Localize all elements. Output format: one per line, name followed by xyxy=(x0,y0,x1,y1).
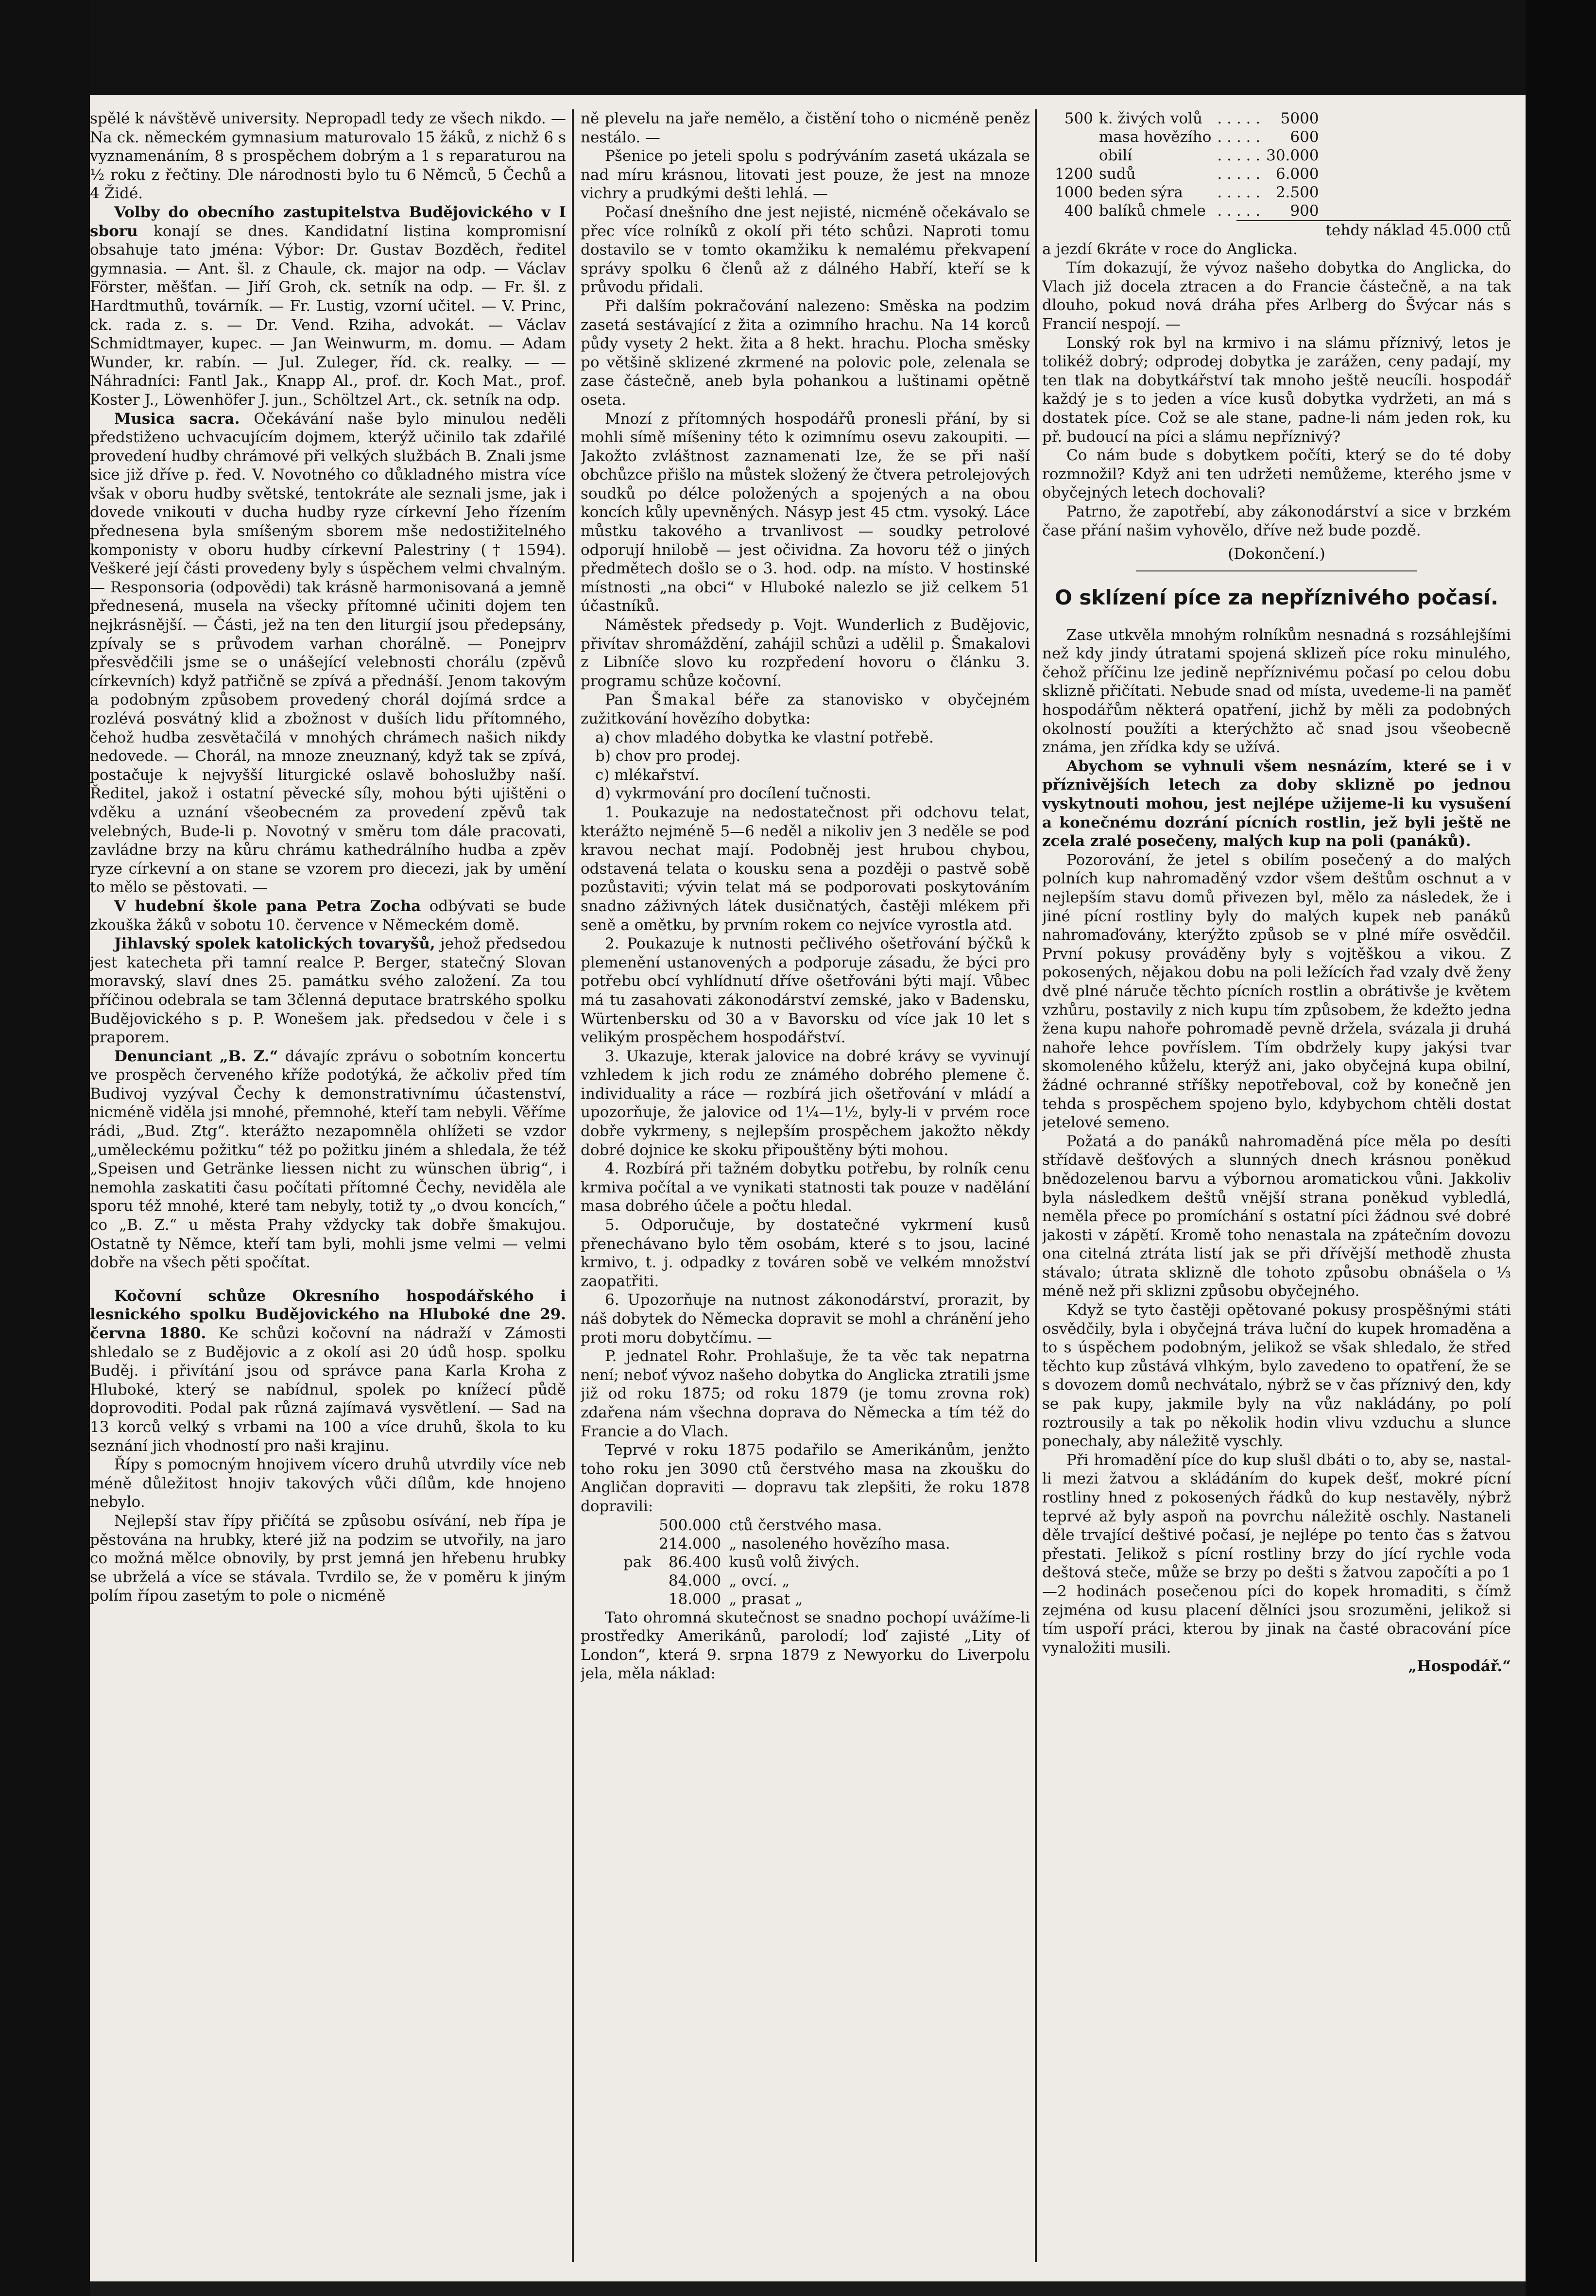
paragraph: Teprvé v roku 1875 podařilo se Amerikánům, jenžto toho roku jen 3090 ctů čerstvého masa na zkoušku do Angličan dopraviti — dopravu tak zlepšiti, že roku 1878 dopravili: xyxy=(581,1441,1030,1515)
paragraph: 5. Odporučuje, by dostatečné vykrmení kusů přenechávano bylo těm osobám, které s to jsou, laciné krmivo, t. j. odpadky z továren sobě ve velkém množství zaopatřiti. xyxy=(581,1216,1030,1290)
table-row xyxy=(1052,202,1322,220)
table-cell: „ prasat „ xyxy=(729,1590,803,1608)
table-cell: 5000 xyxy=(1280,110,1319,127)
paragraph: 6. Upozorňuje na nutnost zákonodárství, prorazit, by náš dobytek do Německa dopravit se mohl a chránění jeho proti moru dobytčímu. — xyxy=(581,1291,1030,1347)
table-cell: beden sýra xyxy=(1098,184,1183,201)
table-row xyxy=(619,1553,954,1571)
paragraph: spělé k návštěvě university. Nepropadl tedy ze všech nikdo. — Na ck. německém gymnasium maturovalo 15 žáků, z nichž 6 s vyznamenáním, 8 s prospěchem dobrým a 1 s reparaturou na ½ roku z řečtiny. Dle národnosti bylo tu 6 Němců, 5 Čechů a 4 Židé. xyxy=(90,110,566,203)
paragraph: Co nám bude s dobytkem počíti, který se do té doby rozmnožil? Když ani ten udržeti nemůžeme, kterého jsme v obyčejných letech dochovali? xyxy=(1042,447,1511,502)
table-cell: kusů volů živých. xyxy=(729,1553,860,1571)
paragraph: Pšenice po jeteli spolu s podrýváním zasetá ukázala se nad míru krásnou, litovati jest pouze, že jest na mnoze vichry a prudkými dešti lehlá. — xyxy=(581,147,1030,203)
paragraph: Řípy s pomocným hnojivem vícero druhů utvrdily více neb méně důležitost hnojiv takových vůči dílům, kde hnojeno nebylo. xyxy=(90,1456,566,1511)
paragraph: Mnozí z přítomných hospodářů pronesli přání, by si mohli símě míšeniny této k ozimnímu osevu zakoupiti. — Jakožto zvláštnost zaznamenati lze, že se při naší obchůzce přišlo na můstek složený že čtvera petrolejových soudků po délce položených a spojených a na obou koncích kůly upevněných. Násyp jest 45 ctm. vysoký. Láce můstku takového a trvanlivost — soudky petrolové odporují hnilobě — jest očividna. Za hovoru též o jiných předmětech došlo se o 3. hod. odp. na místo. V hostinské místnosti „na obci“ v Hluboké nalezlo se již celkem 51 účastníků. xyxy=(581,410,1030,615)
scan-left-margin xyxy=(0,0,90,2296)
paragraph xyxy=(90,203,566,410)
table-cell: 500 xyxy=(1064,110,1093,127)
paragraph-text: Ke schůzi kočovní na nádraží v Zámosti shledalo se z Budějovic a z okolí asi 20 údů hosp. spolku Buděj. i přivítání jsou od správce pana Karla Kroha z Hluboké, který se nabídnul, spolek po knížecí půdě doprovoditi. Podal pak různá zajímavá vysvětlení. — Sad na 13 korců velký s vrbami na 100 a více druhů, škola to ku seznání jich vhodností pro naši krajinu. xyxy=(90,1325,566,1455)
paragraph: Počasí dnešního dne jest nejisté, nicméně očekávalo se přec více rolníků z okolí při této schůzi. Naproti tomu dostavilo se v tomto okamžiku k nemalému překvapení správy spolku 6 členů až z dálného Habří, kteří se k průvodu přidali. xyxy=(581,203,1030,296)
to-be-continued: (Dokončení.) xyxy=(1228,545,1325,563)
list-item: b) chov pro prodej. xyxy=(595,747,741,765)
table-cell xyxy=(619,1535,655,1553)
table-cell: 1200 xyxy=(1055,165,1093,183)
table-cell: obilí xyxy=(1098,147,1133,164)
table-cell: 400 xyxy=(1064,202,1093,220)
paragraph: 4. Rozbírá při tažném dobytku potřebu, by rolník cenu krmiva počítal a ve vynikati statnosti tak pouze v nadělání masa dobrého účele a počtu hledal. xyxy=(581,1160,1030,1215)
paragraph: Tato ohromná skutečnost se snadno pochopí uvážíme-li prostředky Amerikánů, parolodí; loď zajisté „Lity of London“, která 9. srpna 1879 z Newyorku do Liverpolu jela, měla náklad: xyxy=(581,1608,1030,1683)
table-cell: 86.400 xyxy=(668,1553,721,1571)
table-cell: 30.000 xyxy=(1266,147,1319,164)
table-row xyxy=(1052,146,1322,165)
scan-bottom-margin xyxy=(90,2281,1526,2296)
table-cell: 2.500 xyxy=(1275,184,1319,201)
table-cell xyxy=(619,1590,655,1608)
paragraph: Při dalším pokračování nalezeno: Směska na podzim zasetá sestávající z žita a ozimního hrachu. Na 14 korců půdy vysety 2 hekt. žita a 8 hekt. hrachu. Plocha směsky po většině sklizené zkrmené na polovic pole, zelenala se zase částečně, aneb byla pohankou a luštinami opětně oseta. xyxy=(581,297,1030,409)
table-cell: 900 xyxy=(1290,202,1319,220)
table-cell: masa hovězího xyxy=(1098,128,1212,146)
export-table xyxy=(619,1516,954,1608)
text: Pan xyxy=(605,691,633,709)
table-cell: ctů čerstvého masa. xyxy=(729,1516,882,1534)
paragraph-text: odbývati se bude zkouška žáků v sobotu 10. července v Německém domě. xyxy=(90,897,566,934)
table-cell: „ nasoleného hovězího masa. xyxy=(729,1535,950,1553)
table-cell: 500.000 xyxy=(659,1516,721,1534)
column-2 xyxy=(581,109,1030,2267)
source-signature: „Hospodář.“ xyxy=(1408,1657,1511,1675)
paragraph xyxy=(90,897,566,934)
table-cell: 18.000 xyxy=(668,1590,721,1608)
paragraph-text: konají se dnes. Kandidatní listina kompromisní obsahuje tato jména: Výbor: Dr. Gustav Bozděch, ředitel gymnasia. — Ant. šl. z Chaule, ck. major na odp. — Václav Förster, měšťan. — Jiří Groh, ck. setník na odp. — Fr. šl. z Hardtmuthů, továrník. — Fr. Lustig, vzorní učitel. — V. Princ, ck. rada z. s. — Dr. Vend. Rziha, advokát. — Václav Schmidtmayer, kupec. — Jan Weinwurm, m. domu. — Adam Wunder, kr. rabín. — Jul. Zuleger, říd. ck. realky. — — Náhradníci: Fantl Jak., Knapp Al., prof. dr. Koch Mat., prof. Koster J., Löwenhöfer J. jun., Schöltzel Art., ck. setník na odp. xyxy=(90,222,566,409)
table-cell: 84.000 xyxy=(668,1571,721,1589)
leader-dots: . . . . . xyxy=(1217,110,1261,127)
table-cell: sudů xyxy=(1098,165,1136,183)
leader-dots: . . . . . xyxy=(1217,202,1261,220)
paragraph: Nejlepší stav řípy přičítá se způsobu osívání, neb řípa je pěstována na hrubky, které již na podzim se utvořily, na jaro co možná mělce obnovily, by prst jemná jen hřebenu hrubky se ubrželá a více se stávala. Tvrdilo se, že v poměru k jiným polím řípou zasetým to pole o nicméně xyxy=(90,1512,566,1605)
table-cell xyxy=(619,1571,655,1590)
paragraph: 1. Poukazuje na nedostatečnost při odchovu telat, kterážto nejméně 5—6 neděl a nikoliv jen 3 neděle se pod kravou nechat mají. Podobněj jest hrubou chybou, odstavená telata o kousku sena a později o pastvě sobě pozůstaviti; vývin telat má se podporovati poskytováním snadno záživných látek dusičnatých, častěji mlékem při seně a omětku, by prvním rokem co nejvíce vyrostla atd. xyxy=(581,803,1030,934)
paragraph: Patrno, že zapotřebí, aby zákonodárství a sice v brzkém čase přání našim vyhovělo, dříve než bude pozdě. xyxy=(1042,502,1511,539)
cargo-total: tehdy náklad 45.000 ctů xyxy=(1236,220,1511,240)
section-heading: Kočovní schůze Okresního hospodářského i lesnického spolku Budějovického na Hluboké dne 29. června 1880. xyxy=(90,1287,566,1342)
table-row xyxy=(619,1516,954,1535)
leader-dots: . . . . . xyxy=(1217,128,1261,146)
column-3 xyxy=(1042,109,1511,2267)
table-cell: 600 xyxy=(1290,128,1319,146)
table-cell: 1000 xyxy=(1055,184,1093,201)
paragraph-text: dávajíc zprávu o sobotním koncertu ve prospěch červeného kříže podotýká, že ačkoliv před tím Budivoj vyzýval Čechy k demonstrativnímu účastenství, nicméně viděla jsi mnohé, přemnohé, kteří tam nebyli. Věříme rádi, „Bud. Ztg“. kterážto nezapomněla ohlížeti se vzdor „uměleckému požitku“ též po požitku jiném a shledala, že též „Speisen und Getränke liessen nicht zu wünschen übrig“, i nemohla zaskatiti času počítati přítomné Čechy, neviděla ale sporu též mnohé, které tam nebyly, totiž ty „o dvou koncích,“ co „B. Z.“ u města Prahy vždycky tak dobře šmakujou. Ostatně ty Němce, kteří tam byli, mohli jsme velmi — velmi dobře na všech pěti spočítat. xyxy=(90,1047,566,1272)
paragraph: 2. Poukazuje k nutnosti pečlivého ošetřování býčků k plemenění ustanovených a podporuje zásadu, že býci pro potřebu obcí vyhlídnutí dříve ošetřováni býti mají. Vůbec má tu zasahovati zákonodárství zemské, jako v Badensku, Würtenbersku od 30 a v Bavorsku od více jak 10 let s velikým prospěchem hospodářství. xyxy=(581,935,1030,1047)
table-cell xyxy=(619,1516,655,1535)
newspaper-page xyxy=(90,95,1526,2281)
paragraph xyxy=(90,1287,566,1455)
table-cell: balíků chmele xyxy=(1098,202,1206,220)
paragraph: Náměstek předsedy p. Vojt. Wunderlich z Budějovic, přivítav shromáždění, zahájil schůzi a udělil p. Šmakalovi z Libníče slovo ku rozpředení hovoru o článku 3. programu schůze kočovní. xyxy=(581,616,1030,690)
paragraph xyxy=(90,1047,566,1272)
paragraph xyxy=(90,934,566,1047)
table-row xyxy=(619,1535,954,1553)
paragraph: Když se tyto častěji opětované pokusy prospěšnými státi osvědčily, byla i obyčejná tráva luční do kupek hromaděna a to s úspěchem podobným, jelikož se však shledalo, že střed těchto kup zůstává vlhkým, bylo zavedeno to opatření, že se s dovozem domů nechvátalo, nýbrž se v čas příznivý den, kdy se pak kupy, jakmile byly na vůz nakládány, po polí roztrousily a tak po několik hodin vlivu vzduchu a slunce ponechaly, aby náležitě vyschly. xyxy=(1042,1301,1511,1450)
table-cell: pak xyxy=(623,1553,652,1571)
list-item: a) chov mladého dobytka ke vlastní potřebě. xyxy=(595,728,934,746)
paragraph: Lonský rok byl na krmivo i na slámu příznivý, letos je tolikéž dobrý; odprodej dobytka je zarážen, ceny padají, my ten tlak na dobytkářství tak mnoho ještě neucíli. hospodář každý je s to jeden a více kusů dobytka vydržeti, an má s dostatek píce. Což se ale stane, padne-li nám jeden rok, ku př. budoucí na píci a slámu nepříznivý? xyxy=(1042,334,1511,446)
column-rule xyxy=(572,109,574,2262)
table-row xyxy=(1052,109,1322,128)
table-row xyxy=(1052,165,1322,183)
paragraph-text: Očekávání naše bylo minulou neděli předstiženo uchvacujícím dojmem, kterýž učinilo tak zdařilé provedení hudby chrámové při velkých službách B. Znali jsme sice již dříve p. řed. V. Novotného co důkladného mistra více však v oboru hudby světské, tentokráte ale seznali jsme, jak i dovede vnikouti v ducha hudby ryze církevní Jeho řízením přednesena byla smíšeným sborem mše nedostižitelného komponisty v oboru hudby církevní Palestriny († 1594). Veškeré její části provedeny byly s úspěchem velmi chvalným. — Responsoria (odpovědi) tak krásně harmonisovaná a jemně přednesená, musela na všecky přítomné učiniti dojem ten nejkrásnější. — Části, jež na ten den liturgií jsou předepsány, zpívaly se s průvodem varhan chorálně. — Ponejprv přesvědčili jsme se o unášející velebnosti chorálu (zpěvů církevních) když patřičně se zpívá a přednáší. Jenom takovým a podobným způsobem provedený chorál dojímá srdce a rozlévá posvátný klid a zbožnost v duších lidu přítomného, čehož hudba zesvětačilá v mnohých chrámech našich nikdy nedovede. — Chorál, na mnoze zneuznaný, když tak se zpívá, postačuje k nejvyšší liturgické oslavě bohoslužby naší. Ředitel, jakož i ostatní pěvecké síly, mohou býti ujištěni o vděku a uznání všeobecném za provedení zpěvů tak velebných, Bude-li p. Novotný v směru tom dále pracovati, zavládne brzy na kůru chrámu kathedrálního hudba a zpěv ryze církevní a on stane se vzorem pro diecezi, jak by umění to mělo se pěstovati. — xyxy=(90,410,566,897)
leader-dots: . . . . . xyxy=(1217,184,1261,201)
table-row xyxy=(619,1571,954,1590)
paragraph: P. jednatel Rohr. Prohlašuje, že ta věc tak nepatrna není; neboť vývoz našeho dobytka do Anglicka ztratili jsme již od roku 1875; od roku 1879 (je tomu zrovna rok) zdařena nám všechna doprava do Německa a tím též do Francie a do Vlach. xyxy=(581,1347,1030,1440)
article-title: O sklízení píce za nepříznivého počasí. xyxy=(1055,585,1498,609)
paragraph xyxy=(581,691,1030,728)
table-row xyxy=(619,1590,954,1608)
section-heading: Volby do obecního zastupitelstva Budějovického v I sboru xyxy=(90,203,566,240)
paragraph xyxy=(90,410,566,897)
table-cell xyxy=(1052,146,1096,165)
leader-dots: . . . . . xyxy=(1217,165,1261,183)
table-row xyxy=(1052,183,1322,202)
divider xyxy=(1136,570,1417,571)
paragraph-text: jehož předsedou jest katecheta při tamní realce P. Berger, statečný Slovan moravský, slaví dnes 25. památku svého založení. Za tou příčinou odebrala se tam 3členná deputace bratrského spolku Budějovického s p. P. Wonešem jak. předsedou v čele i s praporem. xyxy=(90,935,566,1047)
paragraph: Pozorování, že jetel s obilím posečený a do malých polních kup nahromaděný vzdor všem deštům oschnut a v nejlepším stavu domů přivezen byl, mělo za následek, že i jiné pícní rostliny byly do malých kupek neb panáků nahromaďovány, kterýžto způsob se v plné míře osvědčil. První pokusy prováděny byly s vojtěškou a vikou. Z pokosených, nějakou dobu na poli ležících řad vzaly dvě ženy dvě plné náruče těchto pícních rostlin a obrátivše je květem vzhůru, postavily z nich kupu tím způsobem, že kdežto jedna žena kupu nahoře pohromadě pevně držela, svázala ji druhá nahoře lehce povříslem. Tím obdržely kupy jakýsi tvar skomoleného kůželu, kterýž ani, jako obyčejná kupa obilní, žádné ochranné stříšky nepotřeboval, což by konečně jen tehda s prospěchem spojeno bylo, kdybychom chtěli dostat jetelové semeno. xyxy=(1042,851,1511,1132)
list-item: d) vykrmování pro docílení tučnosti. xyxy=(595,785,871,803)
table-cell: 214.000 xyxy=(659,1535,721,1553)
table-cell: „ ovcí. „ xyxy=(729,1571,790,1589)
paragraph: Požatá a do panáků nahromaděná píce měla po desíti střídavě dešťových a slunných dnech krásnou poněkud bnědozelenou barvu a výbornou aromatickou vůni. Jakkoliv byla následkem deštů vnější strana poněkud vybledlá, neměla přece po promíchání s ostatní píci žádnou své dobré jakosti v zápětí. Kromě toho nenastala na zpátečním dovozu ona citelná ztráta listí jak se při dřívější methodě zhusta stávalo; útrata sklizně dle tohoto způsobu obnášela o ⅓ méně než při sklizni způsobu obyčejného. xyxy=(1042,1132,1511,1300)
paragraph: a jezdí 6kráte v roce do Anglicka. xyxy=(1042,240,1298,258)
scan-right-margin xyxy=(1526,0,1596,2296)
section-heading: Denunciant „B. Z.“ xyxy=(114,1047,278,1065)
text: béře za stanovisko v obyčejném zužitkování hovězího dobytka: xyxy=(581,691,1030,727)
section-heading: V hudební škole pana Petra Zocha xyxy=(114,897,421,915)
paragraph: ně plevelu na jaře nemělo, a čistění toho o nicméně peněz nestálo. — xyxy=(581,110,1030,146)
leader-dots: . . . . . xyxy=(1217,147,1261,164)
table-cell: 6.000 xyxy=(1275,165,1319,183)
column-rule xyxy=(1035,109,1037,2262)
table-row xyxy=(1052,128,1322,146)
column-1 xyxy=(90,109,566,2267)
table-cell: k. živých volů xyxy=(1098,110,1202,127)
paragraph: 3. Ukazuje, kterak jalovice na dobré krávy se vyvinují vzhledem k jich rodu ze známého dobrého plemene č. individuality a ráce — rozbírá jich ošetřování v mládí a upozorňuje, že jalovice od 1¼—1½, byly-li v prvém roce dobře vykrmeny, s nejlepším prospěchem jakožto někdy dobré dojnice ke skoku připouštěny býti mohou. xyxy=(581,1047,1030,1159)
section-heading: Jihlavský spolek katolických tovaryšů, xyxy=(114,935,435,953)
table-cell xyxy=(1052,128,1096,146)
cargo-table xyxy=(1052,109,1322,220)
paragraph: Při hromadění píce do kup slušl dbáti o to, aby se, nastal-li mezi žatvou a skládáním do kupek dešť, mokré pícní rostliny hned z pokosených řádků do kup nestavěly, nýbrž teprvé až byly aspoň na povrchu náležitě oschly. Nastaneli děle trvající deštivé počasí, je nejlépe po tento čas s žatvou přestati. Jelikož s pícní rostliny brzy do jící rychle voda deštová steče, může se brzy po dešti s žatvou započíti a po 1—2 hodinách posečenou píci do kopek hromaditi, s čímž zejména od kusu placení dělníci jsou srozuměni, jelikož si tím uspoří práci, kterou by jinak na časté obracování píce vynaložiti musili. xyxy=(1042,1451,1511,1657)
paragraph: Tím dokazují, že vývoz našeho dobytka do Anglicka, do Vlach již docela ztracen a do Francie částečně, a na tak dlouho, pokud nová dráha přes Arlberg do Švýcar nás s Francií nespojí. — xyxy=(1042,259,1511,333)
paragraph: Abychom se vyhnuli všem nesnázím, které se i v příznivějších letech za doby sklizně po jednou vyskytnouti mohou, jest nejlépe užijeme-li ku vysušení a konečnému dozrání pícních rostlin, jež byli ještě ne zcela zralé posečeny, malých kup na poli (panáků). xyxy=(1042,757,1511,850)
speaker-name: Šmakal xyxy=(651,691,717,709)
paragraph: Zase utkvěla mnohým rolníkům nesnadná s rozsáhlejšími než kdy jindy útratami spojená sklizeň píce roku minulého, čehož příčinu lze jedině nepříznivému počasí po celou dobu sklizně přičítati. Nebude snad od místa, uvedeme-li na paměť hospodářům některá opatření, jichž by měli za podobných okolností použíti a kterýchžto ač snad jsou všeobecně známa, jen zřídka kdy se užívá. xyxy=(1042,626,1511,757)
section-heading: Musica sacra. xyxy=(114,410,240,428)
list-item: c) mlékařství. xyxy=(595,766,700,784)
